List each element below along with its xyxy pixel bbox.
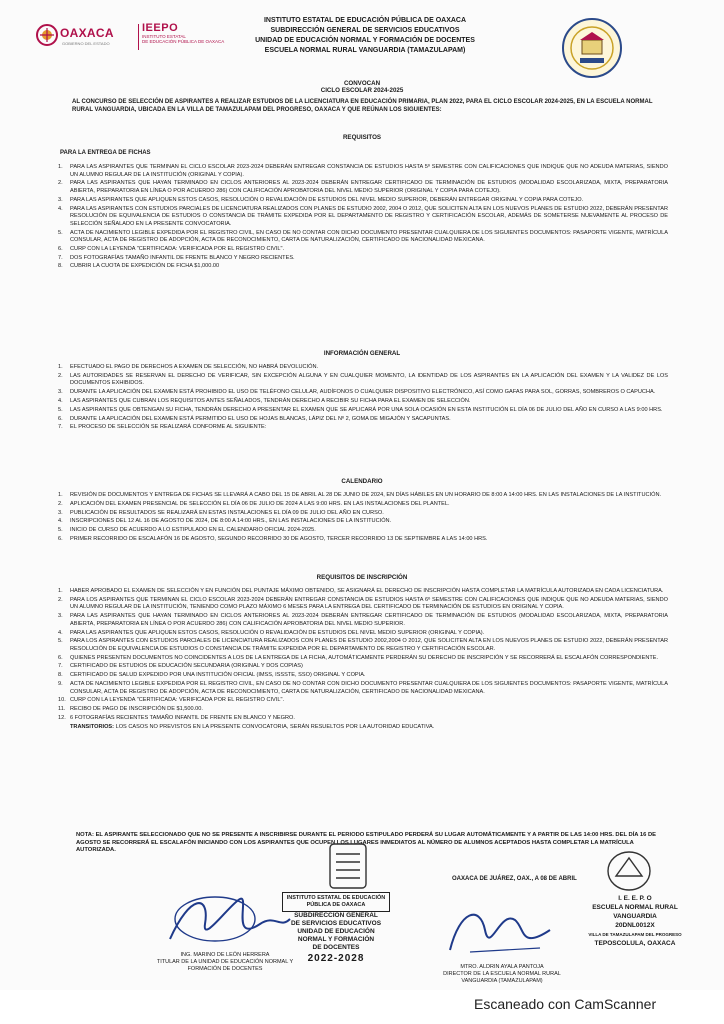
list-item: 1. HABER APROBADO EL EXAMEN DE SELECCIÓN Y EN FUNCIÓN DEL PUNTAJE MÁXIMO OBTENIDO, SE ASIGNARÁ EL DERECHO DE INSCRIPCIÓN HASTA COMPLETAR LA MATRÍCULA AUTORIZADA EN CADA LICENCIATURA. [58, 588, 664, 594]
list-item: 3. DURANTE LA APLICACIÓN DEL EXAMEN ESTÁ PROHIBIDO EL USO DE TELÉFONO CELULAR, AUDÍFONOS O CUALQUIER DISPOSITIVO ELECTRÓNICO, ASÍ COMO GAFAS PARA SOL, GORRAS, SOMBREROS O CAPUCHA. [58, 389, 656, 396]
list-item: 9. ACTA DE NACIMIENTO LEGIBLE EXPEDIDA POR EL REGISTRO CIVIL, EN CASO DE NO CONTAR CON DICHO DOCUMENTO PRESENTAR CUALQUIERA DE LOS SIGUIENTES DOCUMENTOS: PASAPORTE VIGENTE, MATRÍCULA CONSULAR, ACTA DE REGISTRO DE ADOPCIÓN, ACTA DE RECONOCIMIENTO, CARTA DE NATURALIZACIÓN, CERTIFICADO DE NACIONALIDAD MEXICANA. [58, 681, 668, 695]
intro-paragraph: AL CONCURSO DE SELECCIÓN DE ASPIRANTES A REALIZAR ESTUDIOS DE LA LICENCIATURA EN EDUCACIÓN PRIMARIA, PLAN 2022, PARA EL CICLO ESCOLAR 2024-2025, EN LA ESCUELA NORMAL RURAL VANGUARDIA, UBICADA EN LA VILLA DE TAMAZULAPAM DEL PROGRESO, OAXACA Y QUE REÚNAN LOS SIGUIENTES: [72, 99, 653, 113]
letterhead [0, 12, 724, 80]
stamp-line: 20DNL0012X [615, 922, 655, 929]
oaxaca-logo [36, 22, 136, 52]
ieepo-logo-subtext-2: DE EDUCACIÓN PÚBLICA DE OAXACA [142, 39, 225, 44]
stamp-line: VILLA DE TAMAZULAPAM DEL PROGRESO [588, 932, 682, 937]
ieepo-logo [142, 22, 228, 52]
stamp-line: DE SERVICIOS EDUCATIVOS [290, 920, 382, 927]
list-item: 2. PARA LOS ASPIRANTES QUE TERMINAN EL CICLO ESCOLAR 2023-2024 DEBERÁN ENTREGAR CONSTANCIA DE ESTUDIOS HASTA 6º SEMESTRE CON CALIFICACIONES QUE INDIQUE QUE NO ADEUDA MATERIAS, SIENDO UN ALUMNO REGULAR DE LA INSTITUCIÓN, TENIENDO COMO PLAZO MÁXIMO 6 MESES PARA LA ENTREGA DEL CERTIFICADO DE TERMINACIÓN DE ESTUDIOS EN ORIGINAL Y COPIA. [58, 596, 668, 611]
convocan-title [0, 80, 724, 94]
stamp-line: TEPOSCOLULA, OAXACA [594, 940, 676, 947]
list-item: 2. PARA LAS ASPIRANTES QUE HAYAN TERMINADO EN CICLOS ANTERIORES AL 2023-2024 DEBERÁN ENTREGAR CERTIFICADO DE TERMINACIÓN DE ESTUDIOS (MODALIDAD ESCOLARIZADA, MIXTA, PREPARATORIA ABIERTA, PREPARATORIA EN LÍNEA O POR ACUERDO 286) CON CALIFICACIÓN APROBATORIA DEL NIVEL MEDIO SUPERIOR (ORIGINAL Y COPIA PARA COTEJO). [58, 180, 668, 194]
signature-right-block [432, 964, 572, 985]
signer-title: TITULAR DE LA UNIDAD DE EDUCACIÓN NORMAL Y [156, 959, 294, 965]
school-stamp [580, 894, 690, 948]
list-item: 8. CERTIFICADO DE SALUD EXPEDIDO POR UNA INSTITUCIÓN OFICIAL (IMSS, ISSSTE, SSO) ORIGINAL Y COPIA. [58, 672, 366, 679]
list-item: 1. REVISIÓN DE DOCUMENTOS Y ENTREGA DE FICHAS SE LLEVARÁ A CABO DEL 15 DE ABRIL AL 28 DE JUNIO DE 2024, EN DÍAS HÁBILES EN UN HORARIO DE 8:00 A 14:00 HRS. EN LAS INSTALACIONES DE LA INSTITUCIÓN. [58, 492, 662, 498]
list-item: 6. DURANTE LA APLICACIÓN DEL EXAMEN ESTÁ PERMITIDO EL USO DE HOJAS BLANCAS, LÁPIZ DEL Nº 2, GOMA DE MIGAJÓN Y SACAPUNTAS. [58, 415, 451, 422]
info-general-list [58, 364, 668, 432]
stamp-line: UNIDAD DE EDUCACIÓN [297, 928, 375, 935]
nota-label: NOTA: [76, 832, 94, 838]
ieepo-logo-text: IEEPO [142, 22, 179, 34]
scanner-watermark: Escaneado con CamScanner [474, 996, 657, 1012]
list-item: 6. CURP CON LA LEYENDA "CERTIFICADA: VERIFICADA POR EL REGISTRO CIVIL". [58, 245, 284, 252]
institution-header [220, 16, 510, 56]
list-item: 5. ACTA DE NACIMIENTO LEGIBLE EXPEDIDA POR EL REGISTRO CIVIL, EN CASO DE NO CONTAR CON DICHO DOCUMENTO PRESENTAR CUALQUIERA DE LOS SIGUIENTES DOCUMENTOS: PASAPORTE VIGENTE, MATRÍCULA CONSULAR, ACTA DE REGISTRO DE ADOPCIÓN, ACTA DE RECONOCIMIENTO, CARTA DE NATURALIZACIÓN, CERTIFICADO DE NACIONALIDAD MEXICANA. [58, 229, 668, 244]
stamp-line: ESCUELA NORMAL RURAL [592, 904, 678, 911]
list-item: 8. CUBRIR LA CUOTA DE EXPEDICIÓN DE FICHA $1,000.00 [58, 263, 220, 270]
requisitos-list [58, 164, 668, 271]
nota-text: EL ASPIRANTE SELECCIONADO QUE NO SE PRESENTE A INSCRIBIRSE DURANTE EL PERIODO ESTIPULADO PERDERÁ SU LUGAR AUTOMÁTICAMENTE Y A PARTIR DE LAS 14:00 HRS. DEL DÍA 16 DE AGOSTO SE RECORRERÁ EL ESCALAFÓN INICIANDO CON LOS ASPIRANTES QUE OCUPEN LOS LUGARES INMEDIATOS AL NÚMERO DE ALUMNOS ACEPTADOS HASTA COMPLETAR LA MATRÍCULA AUTORIZADA. [76, 832, 656, 854]
list-item: 4. PARA LAS ASPIRANTES QUE APLIQUEN ESTOS CASOS, RESOLUCIÓN O REVALIDACIÓN DE ESTUDIOS DEL NIVEL MEDIO SUPERIOR (ORIGINAL Y COPIA). [58, 629, 485, 636]
stamp-line: VANGUARDIA [613, 913, 657, 920]
info-general-heading: INFORMACIÓN GENERAL [323, 350, 401, 357]
transitorios-text: LOS CASOS NO PREVISTOS EN LA PRESENTE CONVOCATORIA, SERÁN RESUELTOS POR LA AUTORIDAD EDUCATIVA. [115, 723, 435, 730]
list-item: 2. APLICACIÓN DEL EXAMEN PRESENCIAL DE SELECCIÓN EL DÍA 06 DE JULIO DE 2024 A LAS 9:00 HRS. EN LAS INSTALACIONES DEL PLANTEL. [58, 500, 450, 507]
list-item: 7. CERTIFICADO DE ESTUDIOS DE EDUCACIÓN SECUNDARIA (ORIGINAL Y DOS COPIAS) [58, 663, 303, 670]
calendario-block [58, 492, 668, 545]
stamp-line: DE DOCENTES [312, 944, 360, 951]
convocan-heading: CONVOCAN [343, 80, 381, 87]
list-item: 4. INSCRIPCIONES DEL 12 AL 16 DE AGOSTO DE 2024, DE 8:00 A 14:00 HRS., EN LAS INSTALACIONES DE LA INSTITUCIÓN. [58, 518, 392, 525]
inscripcion-list [58, 588, 668, 723]
institution-line: INSTITUTO ESTATAL DE EDUCACIÓN PÚBLICA DE OAXACA [263, 17, 467, 24]
transitorios-label: TRANSITORIOS: [70, 723, 115, 730]
place-date: OAXACA DE JUÁREZ, OAX., A 08 DE ABRIL [452, 876, 577, 882]
list-item: 5. LAS ASPIRANTES QUE OBTENGAN SU FICHA, TENDRÁN DERECHO A PRESENTAR EL EXAMEN QUE SE APLICARÁ POR UNA SOLA OCASIÓN EN ESTA INSTITUCIÓN EL DÍA 06 DE JULIO DEL AÑO EN CURSO A LAS 9:00 HRS. [58, 406, 663, 413]
cycle-heading: CICLO ESCOLAR 2024-2025 [320, 87, 404, 94]
inscripcion-heading: REQUISITOS DE INSCRIPCIÓN [316, 574, 408, 581]
institution-line: UNIDAD DE EDUCACIÓN NORMAL Y FORMACIÓN DE DOCENTES [255, 37, 475, 44]
requisitos-list-block [58, 164, 668, 272]
list-item: 7. DOS FOTOGRAFÍAS TAMAÑO INFANTIL DE FRENTE BLANCO Y NEGRO RECIENTES. [58, 254, 295, 261]
signer-title: DIRECTOR DE LA ESCUELA NORMAL RURAL [443, 971, 561, 977]
calendario-heading: CALENDARIO [341, 478, 383, 485]
list-item: 3. PARA LAS ASPIRANTES QUE HAYAN TERMINADO EN CICLOS ANTERIORES AL 2023-2024 DEBERÁN ENTREGAR CERTIFICADO DE TERMINACIÓN DE ESTUDIOS (MODALIDAD ESCOLARIZADA, MIXTA, PREPARATORIA ABIERTA, PREPARATORIA EN LÍNEA O POR ACUERDO 286) CON CALIFICACIÓN APROBATORIA DEL NIVEL MEDIO SUPERIOR. [58, 613, 668, 627]
list-item: 3. PARA LAS ASPIRANTES QUE APLIQUEN ESTOS CASOS, RESOLUCIÓN O REVALIDACIÓN DE ESTUDIOS DEL NIVEL MEDIO SUPERIOR, DEBERÁN ENTREGAR ORIGINAL Y COPIA PARA COTEJO. [58, 196, 584, 203]
list-item: 4. PARA LAS ASPIRANTES CON ESTUDIOS PARCIALES DE LICENCIATURA REALIZADOS CON PLANES DE ESTUDIO 2002, 2004 O 2012, QUE SOLICITEN ALTA EN LOS NUEVOS PLANES DE ESTUDIO 2022, DEBERÁN PRESENTAR RESOLUCIÓN DE EQUIVALENCIA DE ESTUDIOS O CONSTANCIA DE TRÁMITE EXPEDIDA POR EL DEPARTAMENTO DE REGISTRO Y CERTIFICACIÓN ESCOLAR, ADEMÁS DE SOMETERSE NUEVAMENTE AL PROCESO DE SELECCIÓN SEÑALADO EN LA PRESENTE CONVOCATORIA. [58, 205, 668, 227]
list-item: 11. RECIBO DE PAGO DE INSCRIPCIÓN DE $1,500.00. [58, 706, 203, 713]
stamp-line: NORMAL Y FORMACIÓN [297, 936, 375, 943]
signature-left-block [150, 952, 300, 973]
list-item: 4. LAS ASPIRANTES QUE CUBRAN LOS REQUISITOS ANTES SEÑALADOS, TENDRÁN DERECHO A RECIBIR SU FICHA PARA EL EXAMEN DE SELECCIÓN. [58, 397, 471, 404]
list-item: 10. CURP CON LA LEYENDA "CERTIFICADA: VERIFICADA POR EL REGISTRO CIVIL". [58, 697, 284, 704]
list-item: 3. PUBLICACIÓN DE RESULTADOS SE REALIZARÁ EN ESTAS INSTALACIONES EL DÍA 09 DE JULIO DEL AÑO EN CURSO. [58, 509, 384, 516]
info-general-block [58, 364, 668, 433]
list-item: 5. PARA LOS ASPIRANTES CON ESTUDIOS PARCIALES DE LICENCIATURA REALIZADOS CON PLANES DE ESTUDIO 2002,2004 O 2012, QUE SOLICITEN ALTA EN LOS NUEVOS PLANES DE ESTUDIO 2022, DEBERÁN PRESENTAR RESOLUCIÓN DE EQUIVALENCIA DE ESTUDIOS O CONSTANCIA DE TRÁMITE EXPEDIDA POR EL DEPARTAMENTO DE REGISTRO Y CERTIFICACIÓN ESCOLAR. [58, 638, 668, 652]
inscripcion-block [58, 588, 668, 731]
list-item: 12. 6 FOTOGRAFÍAS RECIENTES TAMAÑO INFANTIL DE FRENTE EN BLANCO Y NEGRO. [58, 714, 295, 721]
signer-name: MTRO. ALDRIN AYALA PANTOJA [460, 964, 544, 970]
signature-left-icon [160, 884, 300, 954]
list-item: 7. EL PROCESO DE SELECCIÓN SE REALIZARÁ CONFORME AL SIGUIENTE: [58, 424, 267, 431]
stamp-institute: INSTITUTO ESTATAL DE EDUCACIÓN PÚBLICA DE OAXACA [282, 892, 390, 912]
signature-right-icon [440, 900, 560, 960]
list-item: 6. PRIMER RECORRIDO DE ESCALAFÓN 16 DE AGOSTO, SEGUNDO RECORRIDO 30 DE AGOSTO, TERCER RECORRIDO 13 DE SEPTIEMBRE A LAS 14:00 HRS. [58, 535, 488, 542]
list-item: 2. LAS AUTORIDADES SE RESERVAN EL DERECHO DE VERIFICAR, SIN EXCEPCIÓN ALGUNA Y EN CUALQUIER MOMENTO, LA IDENTIDAD DE LOS ASPIRANTES EN LA APLICACIÓN DEL EXAMEN Y LA VALIDEZ DE LOS DOCUMENTOS EXHIBIDOS. [58, 372, 668, 387]
oaxaca-logo-text: OAXACA [60, 26, 114, 40]
ieepo-logo-subtext-1: INSTITUTO ESTATAL [142, 34, 186, 39]
stamp-line: SUBDIRECCIÓN GENERAL [294, 912, 378, 919]
unit-stamp [282, 892, 390, 963]
list-item: 1. PARA LAS ASPIRANTES QUE TERMINAN EL CICLO ESCOLAR 2023-2024 DEBERÁN ENTREGAR CONSTANCIA DE ESTUDIOS HASTA 5º SEMESTRE CON CALIFICACIONES QUE INDIQUE QUE NO ADEUDA MATERIAS, SIENDO UN ALUMNO REGULAR DE LA INSTITUCIÓN (ORIGINAL Y COPIA). [58, 164, 668, 178]
school-emblem-icon [606, 850, 652, 892]
stamp-year: 2022-2028 [307, 953, 365, 964]
fichas-subheading: PARA LA ENTREGA DE FICHAS [60, 150, 151, 156]
requisitos-heading: REQUISITOS [342, 134, 382, 141]
institution-line: SUBDIRECCIÓN GENERAL DE SERVICIOS EDUCATIVOS [270, 27, 460, 34]
oaxaca-logo-subtext: GOBIERNO DEL ESTADO [62, 41, 110, 46]
institution-line: ESCUELA NORMAL RURAL VANGUARDIA (TAMAZULAPAM) [264, 47, 466, 54]
list-item: 1. EFECTUADO EL PAGO DE DERECHOS A EXAMEN DE SELECCIÓN, NO HABRÁ DEVOLUCIÓN. [58, 364, 319, 370]
signer-title: FORMACIÓN DE DOCENTES [187, 966, 263, 972]
signer-title: VANGUARDIA (TAMAZULAPAM) [461, 978, 543, 984]
oaxaca-emblem-icon [36, 24, 58, 46]
stamp-line: I. E. E. P. O [618, 895, 652, 902]
school-seal-icon [560, 16, 624, 80]
government-emblem-icon [328, 842, 368, 890]
signer-name: ING. MARINO DE LEÓN HERRERA [180, 952, 270, 958]
transitorios [58, 724, 668, 732]
list-item: 6. QUIENES PRESENTEN DOCUMENTOS NO COINCIDENTES A LOS DE LA ENTREGA DE LA FICHA, AUTOMÁTICAMENTE PERDERÁN SU DERECHO DE INSCRIPCIÓN Y SE RECORRERÁ EL ESCALAFÓN CORRESPONDIENTE. [58, 654, 659, 661]
list-item: 5. INICIO DE CURSO DE ACUERDO A LO ESTIPULADO EN EL CALENDARIO OFICIAL 2024-2025. [58, 527, 316, 534]
calendario-list [58, 492, 668, 544]
logo-divider [138, 24, 139, 50]
